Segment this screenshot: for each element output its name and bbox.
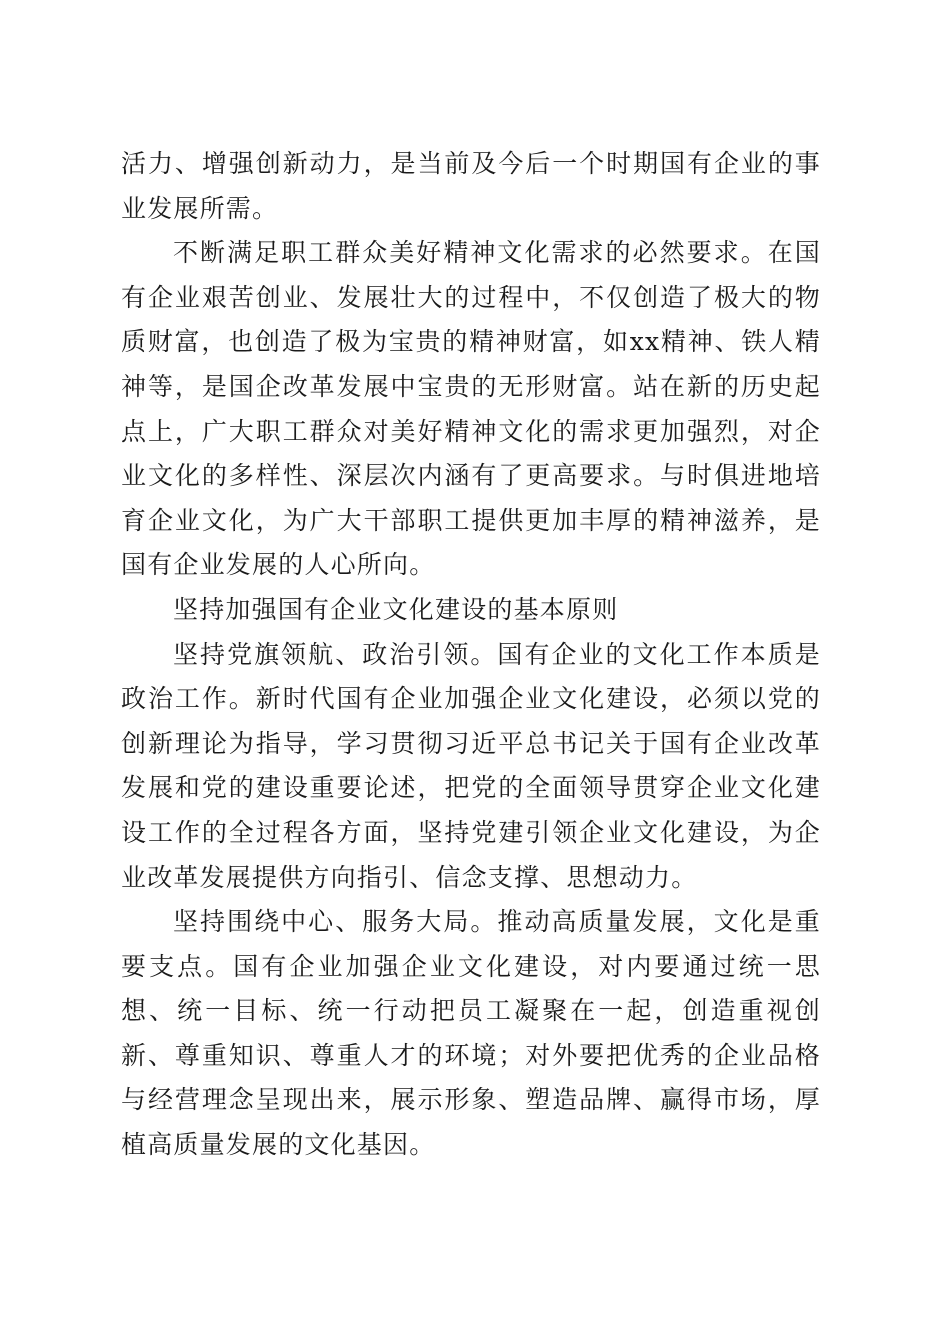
paragraph-spiritual-needs: 不断满足职工群众美好精神文化需求的必然要求。在国有企业艰苦创业、发展壮大的过程中，不仅创造了极大的物质财富，也创造了极为宝贵的精神财富，如xx精神、铁人精神等，是国企改革发展中宝贵的无形财富。站在新的历史起点上，广大职工群众对美好精神文化的需求更加强烈，对企业文化的多样性、深层次内涵有了更高要求。与时俱进地培育企业文化，为广大干部职工提供更加丰厚的精神滋养，是国有企业发展的人心所向。 (121, 238, 821, 580)
document-page (121, 142, 821, 1168)
section-heading-basic-principles: 坚持加强国有企业文化建设的基本原则 (173, 594, 619, 624)
paragraph-continuation: 活力、增强创新动力，是当前及今后一个时期国有企业的事业发展所需。 (121, 149, 821, 223)
paragraph-party-leadership: 坚持党旗领航、政治引领。国有企业的文化工作本质是政治工作。新时代国有企业加强企业文化建设，必须以党的创新理论为指导，学习贯彻习近平总书记关于国有企业改革发展和党的建设重要论述，把党的全面领导贯穿企业文化建设工作的全过程各方面，坚持党建引领企业文化建设，为企业改革发展提供方向指引、信念支撑、思想动力。 (121, 639, 821, 892)
paragraph-serve-overall-situation: 坚持围绕中心、服务大局。推动高质量发展，文化是重要支点。国有企业加强企业文化建设，对内要通过统一思想、统一目标、统一行动把员工凝聚在一起，创造重视创新、尊重知识、尊重人才的环境；对外要把优秀的企业品格与经营理念呈现出来，展示形象、塑造品牌、赢得市场，厚植高质量发展的文化基因。 (121, 907, 821, 1160)
